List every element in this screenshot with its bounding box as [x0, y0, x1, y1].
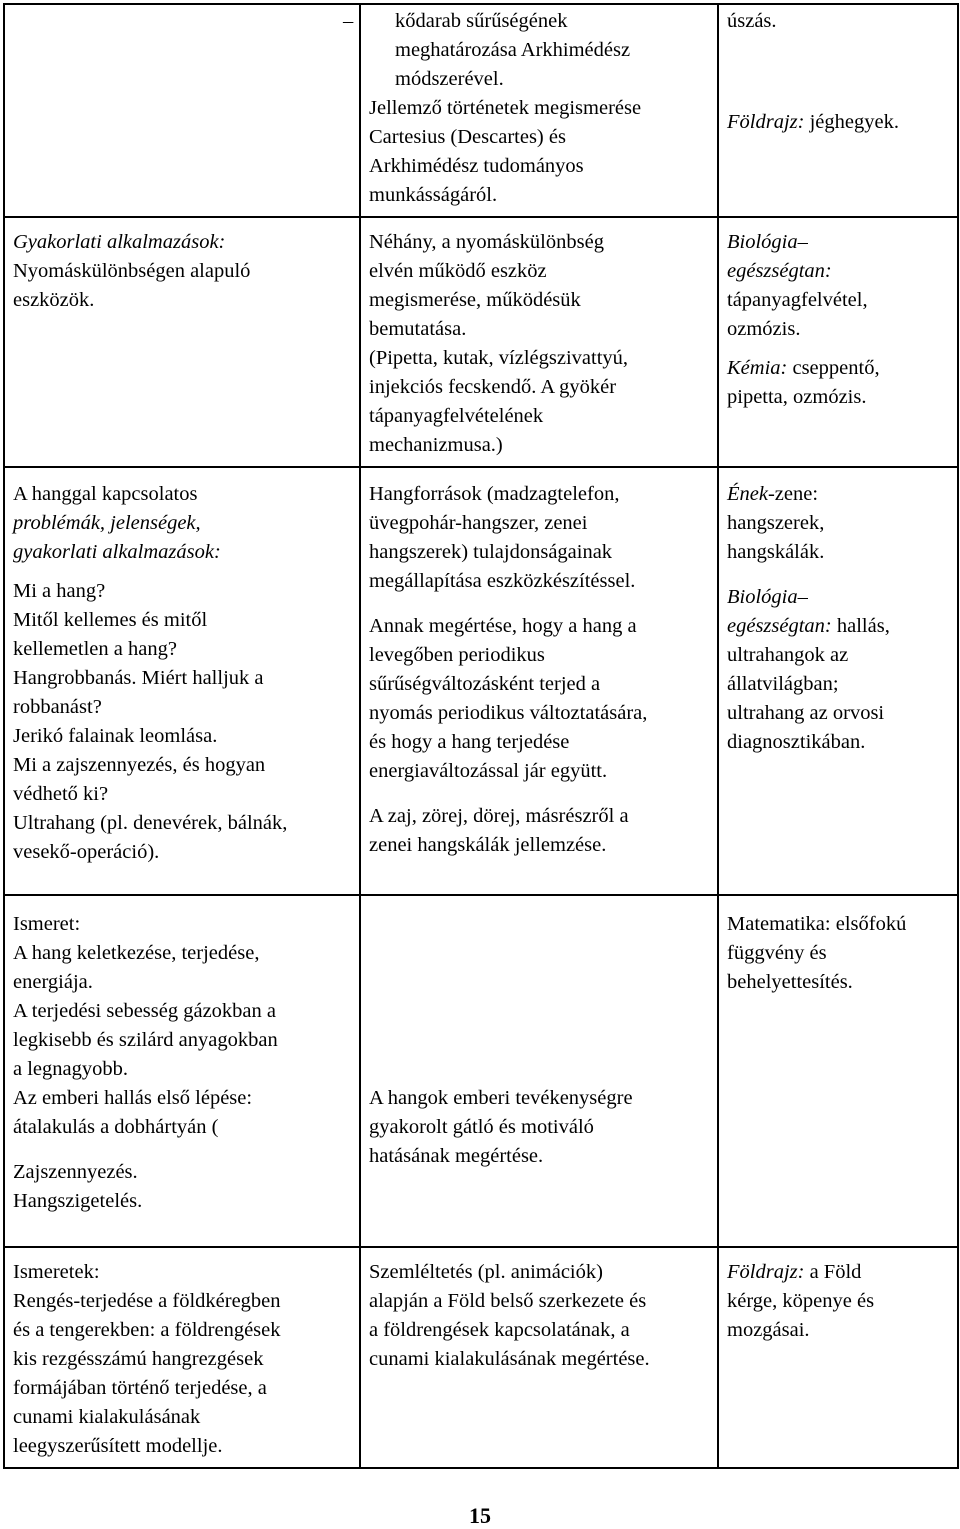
cell-text: tápanyagfelvétel,	[727, 289, 868, 311]
cell-text: injekciós fecskendő. A gyökér	[369, 376, 617, 398]
cell-text: mozgásai.	[727, 1319, 810, 1341]
cell-text: Nyomáskülönbségen alapuló	[13, 260, 251, 282]
cell-text: Hangszigetelés.	[13, 1190, 143, 1212]
cell-text: Hangrobbanás. Miért halljuk a	[13, 667, 264, 689]
cell-text: átalakulás a dobhártyán (	[13, 1116, 219, 1138]
cell-text: A zaj, zörej, dörej, másrészről a	[369, 805, 629, 827]
cell-text: Cartesius (Descartes) és	[369, 126, 566, 148]
cell-text: cunami kialakulásának	[13, 1406, 201, 1428]
cell-text: Annak megértése, hogy a hang a	[369, 615, 637, 637]
cell-text: Földrajz: a Föld	[727, 1261, 862, 1283]
cell-text: Szemléltetés (pl. animációk)	[369, 1261, 603, 1283]
cell-text: Hangforrások (madzagtelefon,	[369, 483, 620, 505]
cell-text: ozmózis.	[727, 318, 801, 340]
table-cell	[718, 4, 958, 217]
cell-text: Biológia–	[727, 586, 808, 608]
cell-text: Biológia–	[727, 231, 808, 253]
cell-text: munkásságáról.	[369, 184, 498, 206]
cell-text: problémák, jelenségek,	[13, 512, 201, 534]
cell-text: állatvilágban;	[727, 673, 839, 695]
cell-text: ultrahangok az	[727, 644, 849, 666]
cell-text: energiája.	[13, 971, 93, 993]
cell-text: Matematika: elsőfokú	[727, 913, 907, 935]
cell-text: a földrengések kapcsolatának, a	[369, 1319, 630, 1341]
cell-text: A hanggal kapcsolatos	[13, 483, 198, 505]
cell-text: pipetta, ozmózis.	[727, 386, 867, 408]
cell-text: a legnagyobb.	[13, 1058, 128, 1080]
table-cell	[343, 4, 718, 217]
page-number: 15	[469, 1503, 491, 1528]
cell-text: alapján a Föld belső szerkezete és	[369, 1290, 647, 1312]
cell-text: gyakorlati alkalmazások:	[13, 541, 221, 563]
cell-text: Jerikó falainak leomlása.	[13, 725, 218, 747]
table-cell	[4, 895, 360, 1247]
table-cell	[718, 1247, 958, 1468]
cell-text: Mi a hang?	[13, 580, 106, 602]
table-row	[4, 217, 958, 467]
table-cell	[4, 1247, 360, 1468]
cell-text: függvény és	[727, 942, 827, 964]
cell-text: vesekő-operáció).	[13, 841, 160, 863]
cell-text: Gyakorlati alkalmazások:	[13, 231, 226, 253]
cell-text: leegyszerűsített modellje.	[13, 1435, 223, 1457]
cell-text: Ismeretek:	[13, 1261, 100, 1283]
table-cell	[4, 4, 360, 217]
cell-text: kellemetlen a hang?	[13, 638, 177, 660]
cell-text: Ismeret:	[13, 913, 81, 935]
cell-text: – kődarab sűrűségének	[369, 7, 709, 36]
cell-text: formájában történő terjedése, a	[13, 1377, 267, 1399]
cell-text: energiaváltozással jár együtt.	[369, 760, 608, 782]
cell-text: (Pipetta, kutak, vízlégszivattyú,	[369, 347, 629, 369]
cell-text: tápanyagfelvételének	[369, 405, 544, 427]
cell-text: egészségtan: hallás,	[727, 615, 890, 637]
cell-text: ultrahang az orvosi	[727, 702, 885, 724]
cell-text: A terjedési sebesség gázokban a	[13, 1000, 276, 1022]
table-cell	[360, 1247, 718, 1468]
cell-text: gyakorolt gátló és motiváló	[369, 1116, 594, 1138]
cell-text: Néhány, a nyomáskülönbség	[369, 231, 604, 253]
cell-text: behelyettesítés.	[727, 971, 853, 993]
cell-text: Ének-zene:	[727, 483, 819, 505]
table-cell	[718, 895, 958, 1247]
cell-text: védhető ki?	[13, 783, 109, 805]
cell-text: robbanást?	[13, 696, 102, 718]
cell-text: sűrűségváltozásként terjed a	[369, 673, 601, 695]
table-cell	[718, 467, 958, 895]
cell-text: megállapítása eszközkészítéssel.	[369, 570, 636, 592]
cell-text: A hangok emberi tevékenységre	[369, 1087, 633, 1109]
table-cell	[4, 217, 360, 467]
cell-text: Zajszennyezés.	[13, 1161, 138, 1183]
cell-text: Földrajz: jéghegyek.	[727, 111, 899, 133]
cell-text: diagnosztikában.	[727, 731, 866, 753]
cell-text: zenei hangskálák jellemzése.	[369, 834, 607, 856]
cell-text: Ultrahang (pl. denevérek, bálnák,	[13, 812, 288, 834]
cell-text: hatásának megértése.	[369, 1145, 544, 1167]
dash-bullet: –	[343, 10, 354, 32]
table-row	[4, 1247, 958, 1468]
cell-text: módszerével.	[395, 68, 504, 90]
cell-text: megismerése, működésük	[369, 289, 581, 311]
cell-text: meghatározása Arkhimédész	[395, 39, 631, 61]
cell-text: kis rezgésszámú hangrezgések	[13, 1348, 264, 1370]
cell-text: elvén működő eszköz	[369, 260, 547, 282]
cell-text: hangskálák.	[727, 541, 825, 563]
table-row	[4, 4, 958, 217]
table-row	[4, 467, 958, 895]
cell-text: egészségtan:	[727, 260, 832, 282]
cell-text: Mi a zajszennyezés, és hogyan	[13, 754, 266, 776]
cell-text: kérge, köpenye és	[727, 1290, 875, 1312]
cell-text: hangszerek,	[727, 512, 825, 534]
cell-text: Mitől kellemes és mitől	[13, 609, 208, 631]
cell-text: levegőben periodikus	[369, 644, 545, 666]
curriculum-table	[3, 3, 959, 1469]
cell-text: eszközök.	[13, 289, 95, 311]
table-cell	[360, 895, 718, 1247]
table-cell	[360, 467, 718, 895]
cell-text: Jellemző történetek megismerése	[369, 97, 642, 119]
cell-text: mechanizmusa.)	[369, 434, 503, 456]
table-row	[4, 895, 958, 1247]
cell-text: nyomás periodikus változtatására,	[369, 702, 648, 724]
cell-text: bemutatása.	[369, 318, 467, 340]
cell-text: legkisebb és szilárd anyagokban	[13, 1029, 278, 1051]
cell-text: cunami kialakulásának megértése.	[369, 1348, 650, 1370]
cell-text: és hogy a hang terjedése	[369, 731, 570, 753]
cell-text: hangszerek) tulajdonságainak	[369, 541, 613, 563]
table-cell	[4, 467, 360, 895]
cell-text: úszás.	[727, 10, 777, 32]
cell-text: Rengés-terjedése a földkéregben	[13, 1290, 281, 1312]
cell-text: Arkhimédész tudományos	[369, 155, 584, 177]
cell-text: Az emberi hallás első lépése:	[13, 1087, 253, 1109]
cell-text: A hang keletkezése, terjedése,	[13, 942, 260, 964]
cell-text: és a tengerekben: a földrengések	[13, 1319, 281, 1341]
table-cell	[360, 217, 718, 467]
table-cell	[718, 217, 958, 467]
cell-text: Kémia: cseppentő,	[727, 357, 880, 379]
cell-text: üvegpohár-hangszer, zenei	[369, 512, 588, 534]
